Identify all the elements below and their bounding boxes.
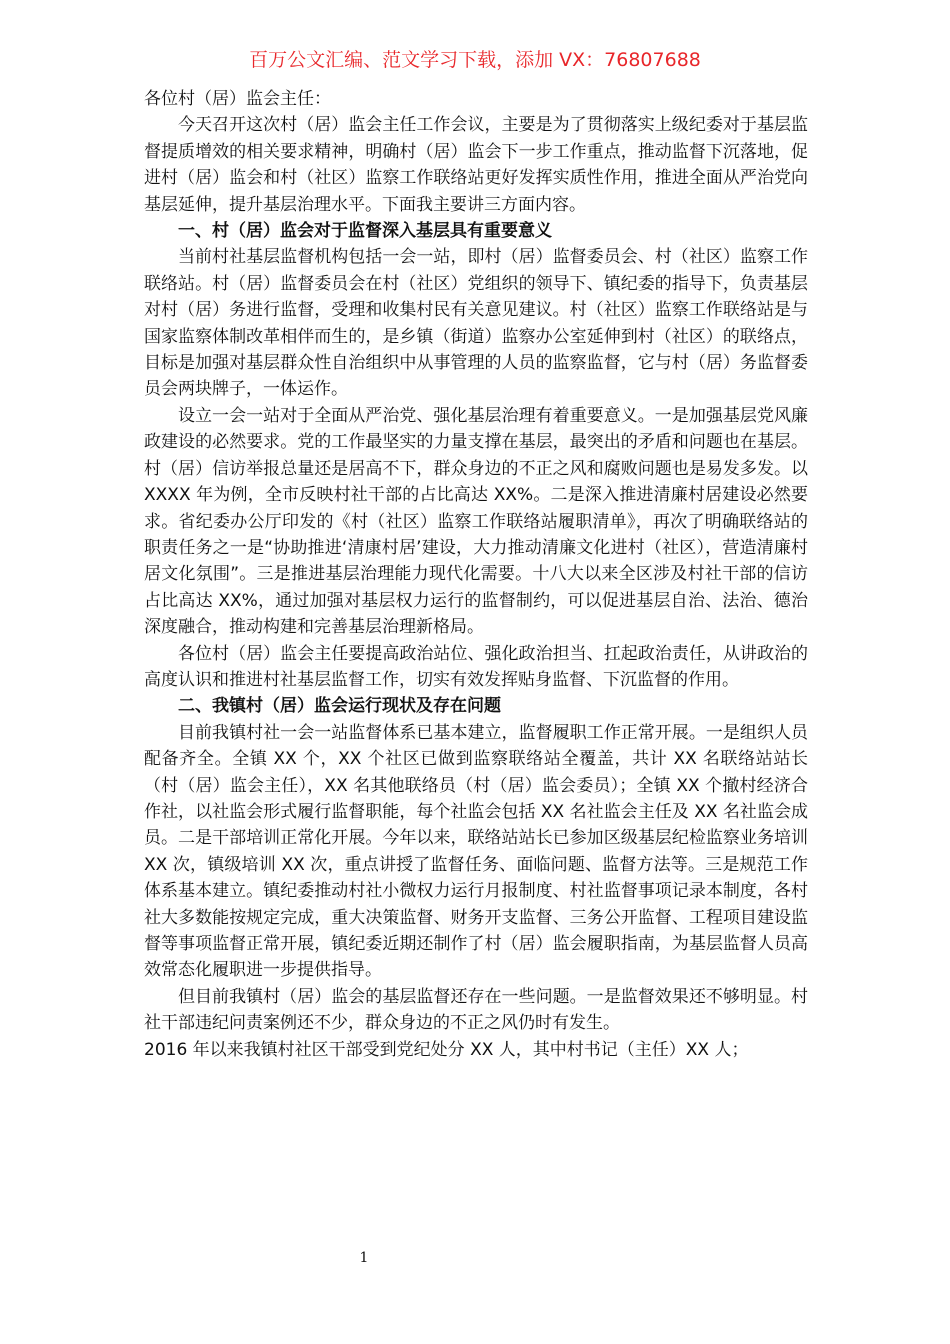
section-heading-2: 二、我镇村（居）监会运行现状及存在问题 [178,696,501,717]
salutation: 各位村（居）监会主任： [144,89,331,109]
paragraph: 设立一会一站对于全面从严治党、强化基层治理有着重要意义。一是加强基层党风廉政建设的必然要求。党的工作最坚实的力量支撑在基层，最突出的矛盾和问题也在基层。村（居）信访举报总量还是居高不下，群众身边的不正之风和腐败问题也是易发多发。以 XXXX 年为例，全市反映村社干部的占比高达 XX%。二是深入推进清廉村居建设必然要求。省纪委办公厅印发的《村（社区）监察工作联络站履职清单》，再次了明确联络站的职责任务之一是“协助推进‘清康村居’建设，大力推动清廉文化进村（社区），营造清廉村居文化氛围”。三是推进基层治理能力现代化需要。十八大以来全区涉及村社干部的信访占比高达 XX%，通过加强对基层权力运行的监督制约，可以促进基层自治、法治、德治深度融合，推动构建和完善基层治理新格局。 [144,405,808,638]
page-number: 1 [359,1250,369,1266]
header-banner: 百万公文汇编、范文学习下载，添加 VX：76807688 [249,49,701,71]
document-body [144,86,808,1063]
paragraph-intro: 今天召开这次村（居）监会主任工作会议，主要是为了贯彻落实上级纪委对于基层监督提质增效的相关要求精神，明确村（居）监会下一步工作重点，推动监督下沉落地，促进村（居）监会和村（社区）监察工作联络站更好发挥实质性作用，推进全面从严治党向基层延伸，提升基层治理水平。下面我主要讲三方面内容。 [144,115,808,215]
section-heading-1: 一、村（居）监会对于监督深入基层具有重要意义 [178,221,552,242]
paragraph: 各位村（居）监会主任要提高政治站位、强化政治担当、扛起政治责任，从讲政治的高度认识和推进村社基层监督工作，切实有效发挥贴身监督、下沉监督的作用。 [144,643,808,690]
paragraph-continuation: 2016 年以来我镇村社区干部受到党纪处分 XX 人，其中村书记（主任）XX 人； [144,1039,749,1060]
paragraph: 目前我镇村社一会一站监督体系已基本建立，监督履职工作正常开展。一是组织人员配备齐全。全镇 XX 个，XX 个社区已做到监察联络站全覆盖，共计 XX 名联络站站长（村（居）监会主任），XX 名其他联络员（村（居）监会委员）；全镇 XX 个撤村经济合作社，以社监会形式履行监督职能，每个社监会包括 XX 名社监会主任及 XX 名社监会成员。二是干部培训正常化开展。今年以来，联络站站长已参加区级基层纪检监察业务培训 XX 次，镇级培训 XX 次，重点讲授了监督任务、面临问题、监督方法等。三是规范工作体系基本建立。镇纪委推动村社小微权力运行月报制度、村社监督事项记录本制度，各村社大多数能按规定完成，重大决策监督、财务开支监督、三务公开监督、工程项目建设监督等事项监督正常开展，镇纪委近期还制作了村（居）监会履职指南，为基层监督人员高效常态化履职进一步提供指导。 [144,722,808,981]
paragraph: 但目前我镇村（居）监会的基层监督还存在一些问题。一是监督效果还不够明显。村社干部违纪问责案例还不少，群众身边的不正之风仍时有发生。 [144,986,808,1034]
paragraph: 当前村社基层监督机构包括一会一站，即村（居）监督委员会、村（社区）监察工作联络站。村（居）监督委员会在村（社区）党组织的领导下、镇纪委的指导下，负责基层对村（居）务进行监督，受理和收集村民有关意见建议。村（社区）监察工作联络站是与国家监察体制改革相伴而生的，是乡镇（街道）监察办公室延伸到村（社区）的联络点，目标是加强对基层群众性自治组织中从事管理的人员的监察监督，它与村（居）务监督委员会两块牌子，一体运作。 [144,247,808,400]
